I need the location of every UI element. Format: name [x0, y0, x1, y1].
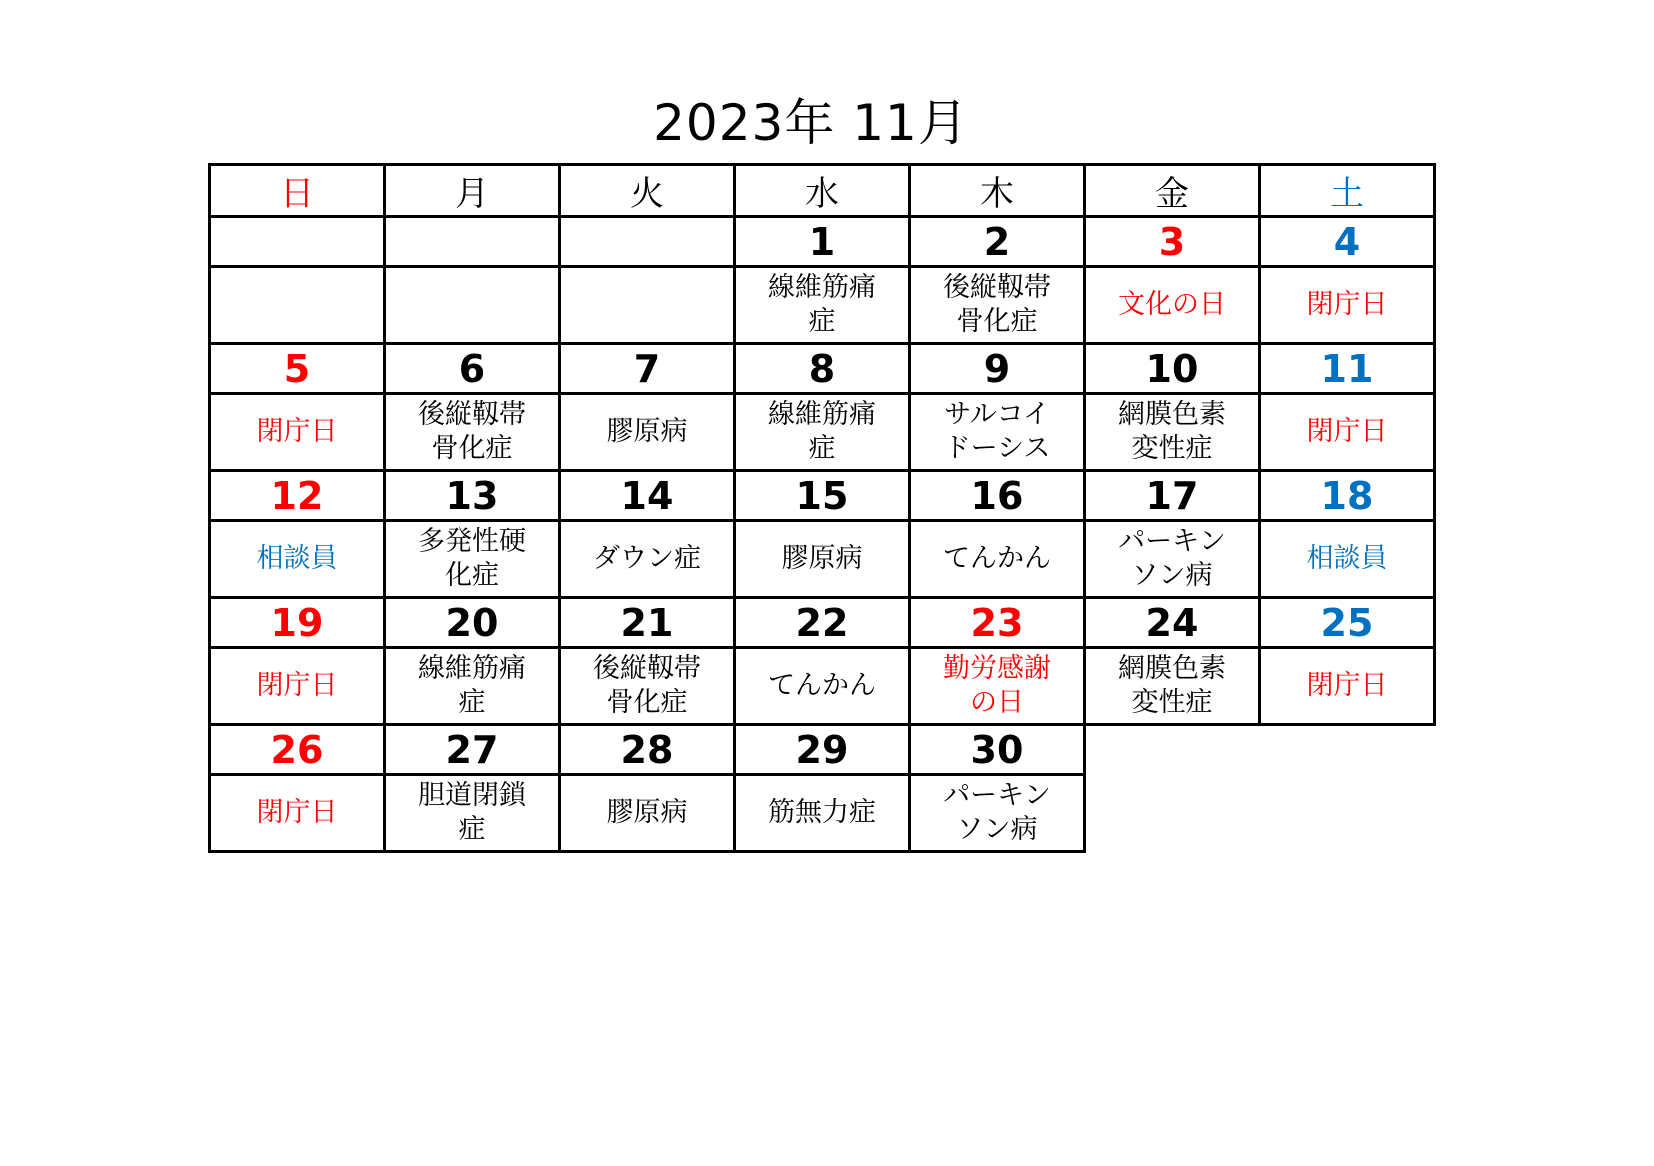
date-cell-event — [385, 521, 560, 598]
event-label: 文化の日 — [1118, 289, 1226, 320]
blank-date-cell — [385, 217, 560, 267]
date-number: 26 — [210, 725, 385, 775]
week-1-event-row — [210, 267, 1435, 344]
event-label: てんかん — [768, 670, 876, 701]
date-cell-event — [560, 775, 735, 852]
date-cell-event — [1260, 394, 1435, 471]
event-label: 網膜色素変性症 — [1118, 653, 1226, 718]
date-cell-event — [910, 648, 1085, 725]
date-number: 29 — [735, 725, 910, 775]
date-number: 28 — [560, 725, 735, 775]
weekday-header-sat: 土 — [1260, 165, 1435, 217]
event-label: 閉庁日 — [1306, 670, 1388, 701]
date-cell-event — [1260, 267, 1435, 344]
date-cell-event — [735, 648, 910, 725]
date-cell-event — [735, 521, 910, 598]
event-label: てんかん — [943, 543, 1051, 574]
weekday-header-mon: 月 — [385, 165, 560, 217]
event-label: サルコイドーシス — [943, 399, 1051, 464]
date-cell-event — [1260, 648, 1435, 725]
event-label: 線維筋痛症 — [418, 653, 526, 718]
date-number: 14 — [560, 471, 735, 521]
date-number: 17 — [1085, 471, 1260, 521]
outside-cell — [1085, 725, 1260, 775]
week-4-event-row — [210, 648, 1435, 725]
event-label: 膠原病 — [781, 543, 863, 574]
event-label: 膠原病 — [606, 797, 688, 828]
date-number: 12 — [210, 471, 385, 521]
event-label: パーキンソン病 — [943, 780, 1051, 845]
date-cell-event — [735, 394, 910, 471]
weekday-header-fri: 金 — [1085, 165, 1260, 217]
date-cell-event — [1085, 648, 1260, 725]
blank-event-cell — [560, 267, 735, 344]
calendar-title: 2023年 11月 — [653, 94, 969, 152]
event-label: パーキンソン病 — [1118, 526, 1226, 591]
date-number: 8 — [735, 344, 910, 394]
date-number: 20 — [385, 598, 560, 648]
date-number: 13 — [385, 471, 560, 521]
date-number: 4 — [1260, 217, 1435, 267]
date-cell-event — [910, 394, 1085, 471]
date-number: 30 — [910, 725, 1085, 775]
date-cell-event — [735, 267, 910, 344]
event-label: ダウン症 — [593, 543, 701, 574]
date-cell-event — [210, 775, 385, 852]
date-number: 15 — [735, 471, 910, 521]
outside-cell — [1260, 725, 1435, 775]
date-cell-event — [1085, 394, 1260, 471]
outside-cell — [1260, 775, 1435, 852]
date-number: 22 — [735, 598, 910, 648]
event-label: 閉庁日 — [256, 797, 338, 828]
week-2-date-row — [210, 344, 1435, 394]
date-cell-event — [735, 775, 910, 852]
weekday-header-tue: 火 — [560, 165, 735, 217]
date-cell-event — [210, 648, 385, 725]
date-number: 23 — [910, 598, 1085, 648]
event-label: 後縦靱帯骨化症 — [593, 653, 701, 718]
event-label: 後縦靱帯骨化症 — [943, 272, 1051, 337]
date-number: 21 — [560, 598, 735, 648]
week-3-date-row — [210, 471, 1435, 521]
date-cell-event — [385, 648, 560, 725]
event-label: 胆道閉鎖症 — [418, 780, 526, 845]
date-cell-event — [560, 394, 735, 471]
date-cell-event — [385, 775, 560, 852]
date-cell-event — [560, 521, 735, 598]
event-label: 閉庁日 — [1306, 289, 1388, 320]
event-label: 閉庁日 — [256, 670, 338, 701]
date-cell-event — [385, 394, 560, 471]
date-number: 24 — [1085, 598, 1260, 648]
date-number: 6 — [385, 344, 560, 394]
weekday-header-row — [210, 165, 1435, 217]
calendar-grid — [208, 163, 1436, 853]
date-number: 11 — [1260, 344, 1435, 394]
date-cell-event — [910, 521, 1085, 598]
blank-event-cell — [385, 267, 560, 344]
weekday-header-wed: 水 — [735, 165, 910, 217]
event-label: 膠原病 — [606, 416, 688, 447]
date-cell-event — [560, 648, 735, 725]
week-5-date-row — [210, 725, 1435, 775]
event-label: 閉庁日 — [1306, 416, 1388, 447]
event-label: 線維筋痛症 — [768, 272, 876, 337]
event-label: 勤労感謝の日 — [943, 653, 1051, 718]
blank-date-cell — [560, 217, 735, 267]
date-number: 9 — [910, 344, 1085, 394]
date-number: 2 — [910, 217, 1085, 267]
date-number: 18 — [1260, 471, 1435, 521]
date-number: 19 — [210, 598, 385, 648]
date-cell-event — [1260, 521, 1435, 598]
calendar-body — [210, 165, 1435, 852]
week-3-event-row — [210, 521, 1435, 598]
event-label: 網膜色素変性症 — [1118, 399, 1226, 464]
date-number: 7 — [560, 344, 735, 394]
event-label: 相談員 — [1306, 543, 1388, 574]
blank-event-cell — [210, 267, 385, 344]
date-number: 10 — [1085, 344, 1260, 394]
event-label: 相談員 — [256, 543, 338, 574]
outside-cell — [1085, 775, 1260, 852]
date-number: 16 — [910, 471, 1085, 521]
week-5-event-row — [210, 775, 1435, 852]
date-cell-event — [910, 775, 1085, 852]
date-number: 3 — [1085, 217, 1260, 267]
week-4-date-row — [210, 598, 1435, 648]
date-cell-event — [1085, 521, 1260, 598]
date-number: 5 — [210, 344, 385, 394]
date-cell-event — [210, 521, 385, 598]
event-label: 閉庁日 — [256, 416, 338, 447]
date-number: 1 — [735, 217, 910, 267]
date-cell-event — [1085, 267, 1260, 344]
event-label: 後縦靱帯骨化症 — [418, 399, 526, 464]
date-cell-event — [210, 394, 385, 471]
date-number: 27 — [385, 725, 560, 775]
week-2-event-row — [210, 394, 1435, 471]
date-number: 25 — [1260, 598, 1435, 648]
weekday-header-sun: 日 — [210, 165, 385, 217]
date-cell-event — [910, 267, 1085, 344]
event-label: 線維筋痛症 — [768, 399, 876, 464]
blank-date-cell — [210, 217, 385, 267]
week-1-date-row — [210, 217, 1435, 267]
event-label: 多発性硬化症 — [418, 526, 526, 591]
weekday-header-thu: 木 — [910, 165, 1085, 217]
event-label: 筋無力症 — [768, 797, 876, 828]
